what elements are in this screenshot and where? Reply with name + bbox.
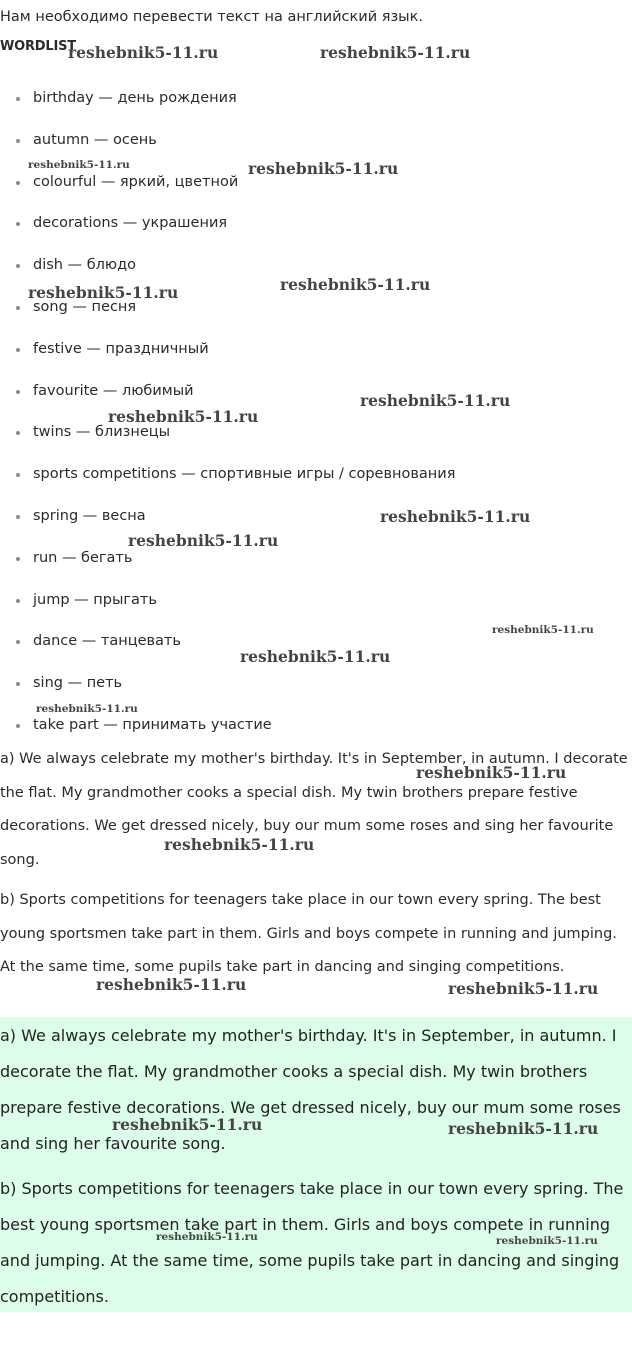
- watermark: reshebnik5-11.ru: [416, 763, 567, 782]
- watermark: reshebnik5-11.ru: [156, 1231, 258, 1243]
- wordlist-item: twins — близнецы: [0, 422, 455, 464]
- watermark: reshebnik5-11.ru: [248, 159, 399, 178]
- answer-text-a: a) We always celebrate my mother's birthday. It's in September, in autumn. I decorate the flat. My grandmother cooks a special dish. My twin brothers prepare festive decorations. We get dressed nicely, buy our mum some roses and sing her favourite song.: [0, 1026, 621, 1153]
- watermark: reshebnik5-11.ru: [360, 391, 511, 410]
- answer-text-b: b) Sports competitions for teenagers take place in our town every spring. The best young sportsmen take part in them. Girls and boys compete in running and jumping. At the same time, some pupils take part in dancing and singing competitions.: [0, 1179, 624, 1306]
- wordlist-item: birthday — день рождения: [0, 88, 455, 130]
- watermark: reshebnik5-11.ru: [36, 703, 138, 715]
- wordlist-title: WORDLIST: [0, 39, 76, 54]
- watermark: reshebnik5-11.ru: [240, 647, 391, 666]
- watermark: reshebnik5-11.ru: [448, 1119, 599, 1138]
- watermark: reshebnik5-11.ru: [280, 275, 431, 294]
- wordlist-item: autumn — осень: [0, 130, 455, 172]
- watermark: reshebnik5-11.ru: [496, 1235, 598, 1247]
- exercise-text-b: b) Sports competitions for teenagers take place in our town every spring. The best young sportsmen take part in them. Girls and boys compete in running and jumping. At the same time, some pupils take part in dancing and singing competitions.: [0, 892, 617, 975]
- watermark: reshebnik5-11.ru: [320, 43, 471, 62]
- wordlist-item: song — песня: [0, 297, 455, 339]
- watermark: reshebnik5-11.ru: [380, 507, 531, 526]
- wordlist-item: sports competitions — спортивные игры / соревнования: [0, 464, 455, 506]
- watermark: reshebnik5-11.ru: [128, 531, 279, 550]
- wordlist-item: decorations — украшения: [0, 213, 455, 255]
- wordlist-item: festive — праздничный: [0, 339, 455, 381]
- watermark: reshebnik5-11.ru: [68, 43, 219, 62]
- answer-block: [0, 1017, 632, 1312]
- watermark: reshebnik5-11.ru: [448, 979, 599, 998]
- wordlist-item: jump — прыгать: [0, 590, 455, 632]
- wordlist-item: dish — блюдо: [0, 255, 455, 297]
- watermark: reshebnik5-11.ru: [164, 835, 315, 854]
- wordlist-item: sing — петь: [0, 673, 455, 715]
- wordlist-item: spring — весна: [0, 506, 455, 548]
- watermark: reshebnik5-11.ru: [96, 975, 247, 994]
- wordlist-item: favourite — любимый: [0, 381, 455, 423]
- watermark: reshebnik5-11.ru: [28, 283, 179, 302]
- wordlist-item: take part — принимать участие: [0, 715, 455, 757]
- exercise-text-a: a) We always celebrate my mother's birthday. It's in September, in autumn. I decorate the flat. My grandmother cooks a special dish. My twin brothers prepare festive decorations. We get dressed nicely, buy our mum some roses and sing her favourite song.: [0, 751, 628, 868]
- wordlist-item: dance — танцевать: [0, 631, 455, 673]
- wordlist-item: run — бегать: [0, 548, 455, 590]
- watermark: reshebnik5-11.ru: [108, 407, 259, 426]
- watermark: reshebnik5-11.ru: [112, 1115, 263, 1134]
- watermark: reshebnik5-11.ru: [492, 624, 594, 636]
- intro-text: Нам необходимо перевести текст на английский язык.: [0, 9, 423, 25]
- watermark: reshebnik5-11.ru: [28, 159, 130, 171]
- wordlist-item: colourful — яркий, цветной: [0, 172, 455, 214]
